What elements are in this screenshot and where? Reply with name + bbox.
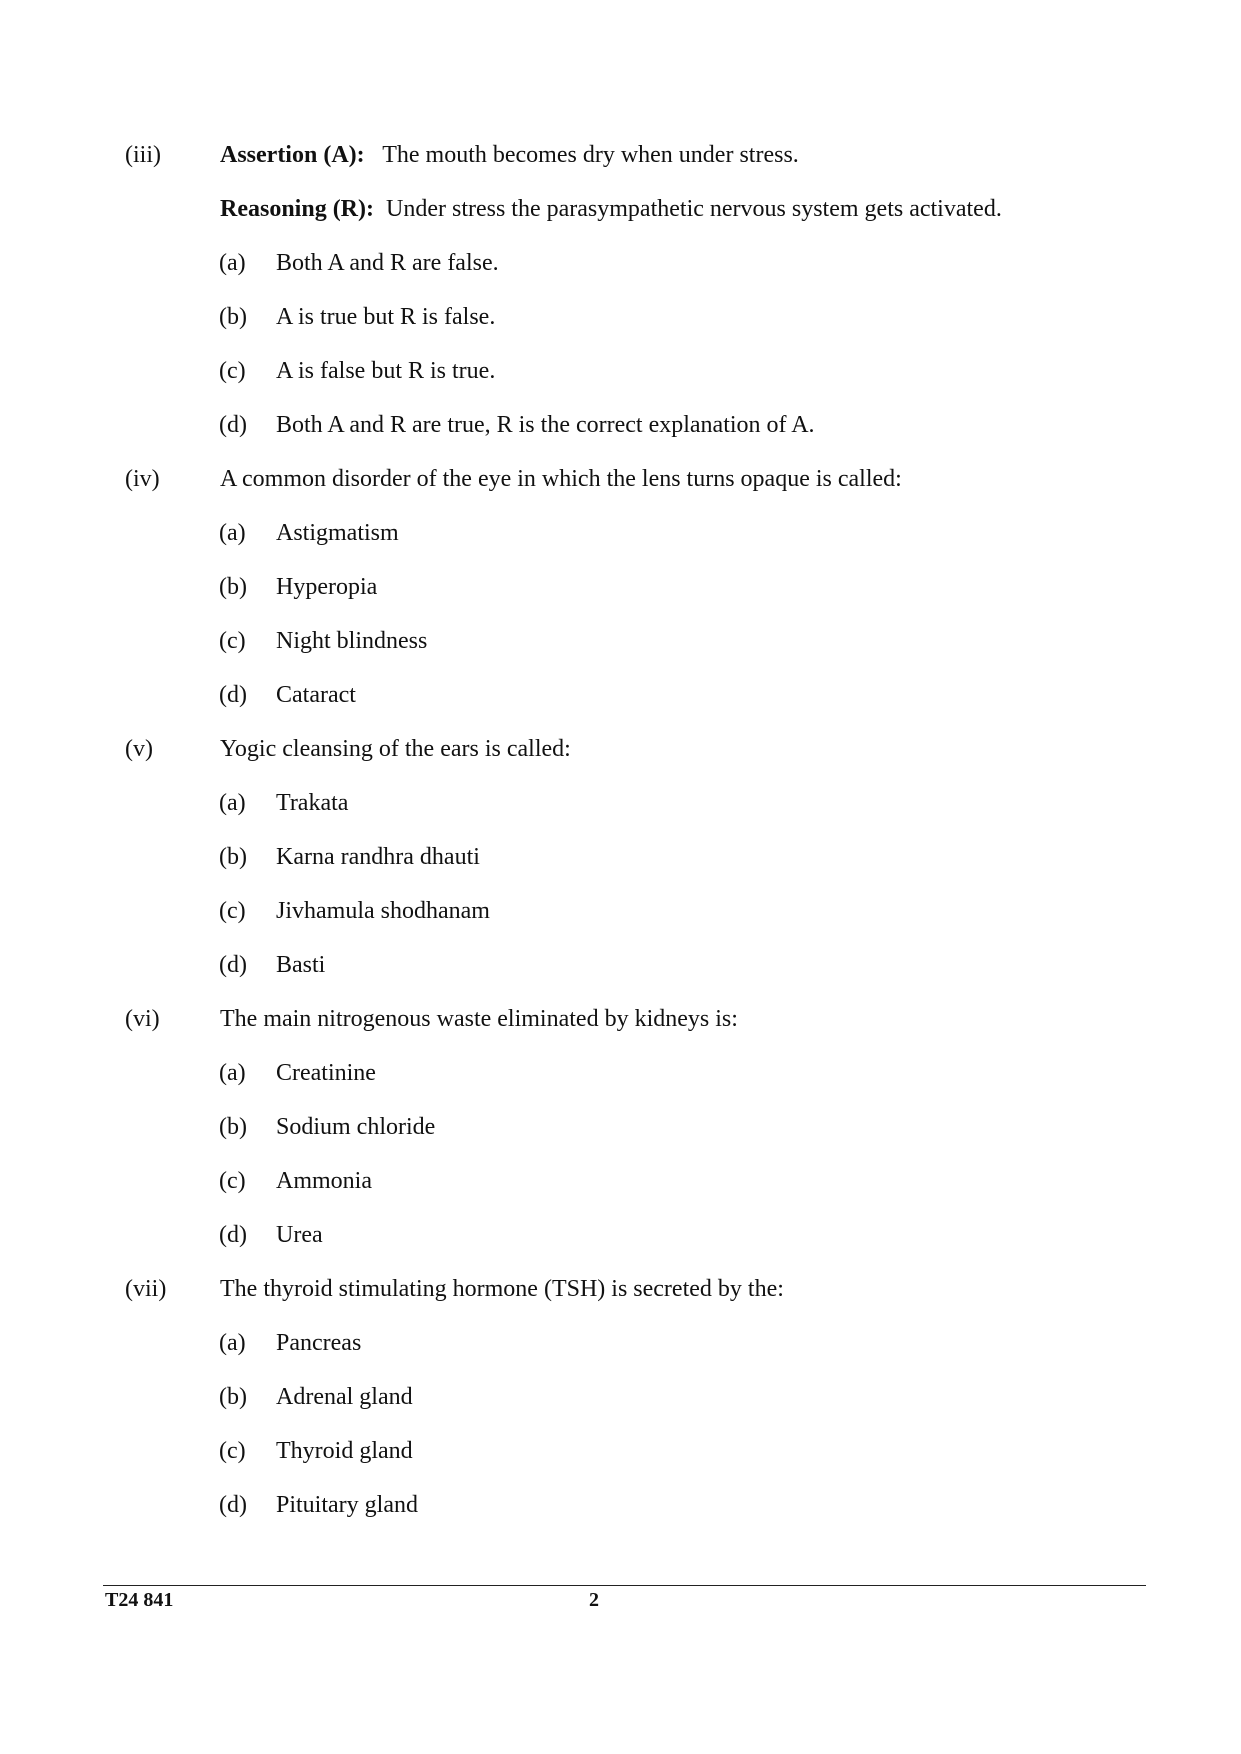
option-b	[0, 843, 1241, 897]
option-d	[0, 951, 1241, 1005]
option-text: Pancreas	[276, 1330, 362, 1356]
option-text: Trakata	[276, 790, 349, 816]
option-c	[0, 357, 1241, 411]
option-label: (c)	[219, 1168, 246, 1194]
option-label: (b)	[219, 304, 247, 330]
option-text: Ammonia	[276, 1168, 372, 1194]
option-text: Basti	[276, 952, 326, 978]
option-c	[0, 627, 1241, 681]
option-label: (d)	[219, 1222, 247, 1248]
option-text: Creatinine	[276, 1060, 376, 1086]
option-text: A is false but R is true.	[276, 358, 496, 384]
option-b	[0, 303, 1241, 357]
option-a	[0, 249, 1241, 303]
option-label: (c)	[219, 898, 246, 924]
question-number: (iii)	[125, 142, 161, 168]
option-label: (a)	[219, 1330, 246, 1356]
option-text: Thyroid gland	[276, 1438, 413, 1464]
question-iii	[0, 141, 1241, 465]
option-label: (c)	[219, 358, 246, 384]
option-text: Cataract	[276, 682, 356, 708]
option-b	[0, 1383, 1241, 1437]
question-number: (v)	[125, 736, 153, 762]
option-text: Jivhamula shodhanam	[276, 898, 490, 924]
option-c	[0, 1437, 1241, 1491]
option-label: (a)	[219, 790, 246, 816]
page-number: 2	[589, 1589, 599, 1611]
question-iv	[0, 465, 1241, 735]
assertion	[220, 141, 799, 169]
option-text: Hyperopia	[276, 574, 378, 600]
option-label: (b)	[219, 1384, 247, 1410]
option-label: (d)	[219, 682, 247, 708]
reasoning	[220, 195, 1002, 223]
option-text: A is true but R is false.	[276, 304, 496, 330]
question-number: (iv)	[125, 466, 160, 492]
option-b	[0, 1113, 1241, 1167]
question-number: (vii)	[125, 1276, 167, 1302]
option-text: Both A and R are true, R is the correct explanation of A.	[276, 412, 815, 438]
question-text: The thyroid stimulating hormone (TSH) is secreted by the:	[220, 1276, 784, 1302]
option-label: (b)	[219, 844, 247, 870]
option-d	[0, 681, 1241, 735]
option-label: (a)	[219, 1060, 246, 1086]
option-label: (c)	[219, 628, 246, 654]
question-row	[0, 465, 1241, 519]
option-a	[0, 1329, 1241, 1383]
question-text: The main nitrogenous waste eliminated by kidneys is:	[220, 1006, 738, 1032]
question-vi	[0, 1005, 1241, 1275]
question-text: A common disorder of the eye in which the lens turns opaque is called:	[220, 466, 902, 492]
paper-code: T24 841	[105, 1589, 174, 1611]
question-text: Yogic cleansing of the ears is called:	[220, 736, 571, 762]
option-label: (b)	[219, 574, 247, 600]
option-a	[0, 789, 1241, 843]
option-text: Karna randhra dhauti	[276, 844, 480, 870]
reasoning-text: Under stress the parasympathetic nervous system gets activated.	[386, 196, 1002, 222]
option-a	[0, 1059, 1241, 1113]
option-label: (d)	[219, 952, 247, 978]
option-text: Both A and R are false.	[276, 250, 499, 276]
option-text: Pituitary gland	[276, 1492, 418, 1518]
option-c	[0, 897, 1241, 951]
option-label: (a)	[219, 520, 246, 546]
option-text: Sodium chloride	[276, 1114, 436, 1140]
question-vii	[0, 1275, 1241, 1545]
option-label: (d)	[219, 1492, 247, 1518]
question-list	[0, 141, 1241, 1545]
option-label: (a)	[219, 250, 246, 276]
option-a	[0, 519, 1241, 573]
question-row	[0, 1275, 1241, 1329]
option-text: Astigmatism	[276, 520, 399, 546]
option-text: Adrenal gland	[276, 1384, 413, 1410]
option-text: Urea	[276, 1222, 323, 1248]
option-d	[0, 411, 1241, 465]
option-d	[0, 1221, 1241, 1275]
reasoning-label: Reasoning (R):	[220, 196, 374, 222]
footer-divider	[103, 1585, 1146, 1586]
option-text: Night blindness	[276, 628, 428, 654]
assertion-label: Assertion (A):	[220, 142, 365, 168]
question-row	[0, 1005, 1241, 1059]
option-label: (b)	[219, 1114, 247, 1140]
option-b	[0, 573, 1241, 627]
question-number: (vi)	[125, 1006, 160, 1032]
option-d	[0, 1491, 1241, 1545]
option-label: (c)	[219, 1438, 246, 1464]
question-v	[0, 735, 1241, 1005]
assertion-text: The mouth becomes dry when under stress.	[382, 142, 799, 168]
question-row	[0, 735, 1241, 789]
assertion-row	[0, 141, 1241, 195]
reasoning-row	[0, 195, 1241, 249]
option-c	[0, 1167, 1241, 1221]
option-label: (d)	[219, 412, 247, 438]
